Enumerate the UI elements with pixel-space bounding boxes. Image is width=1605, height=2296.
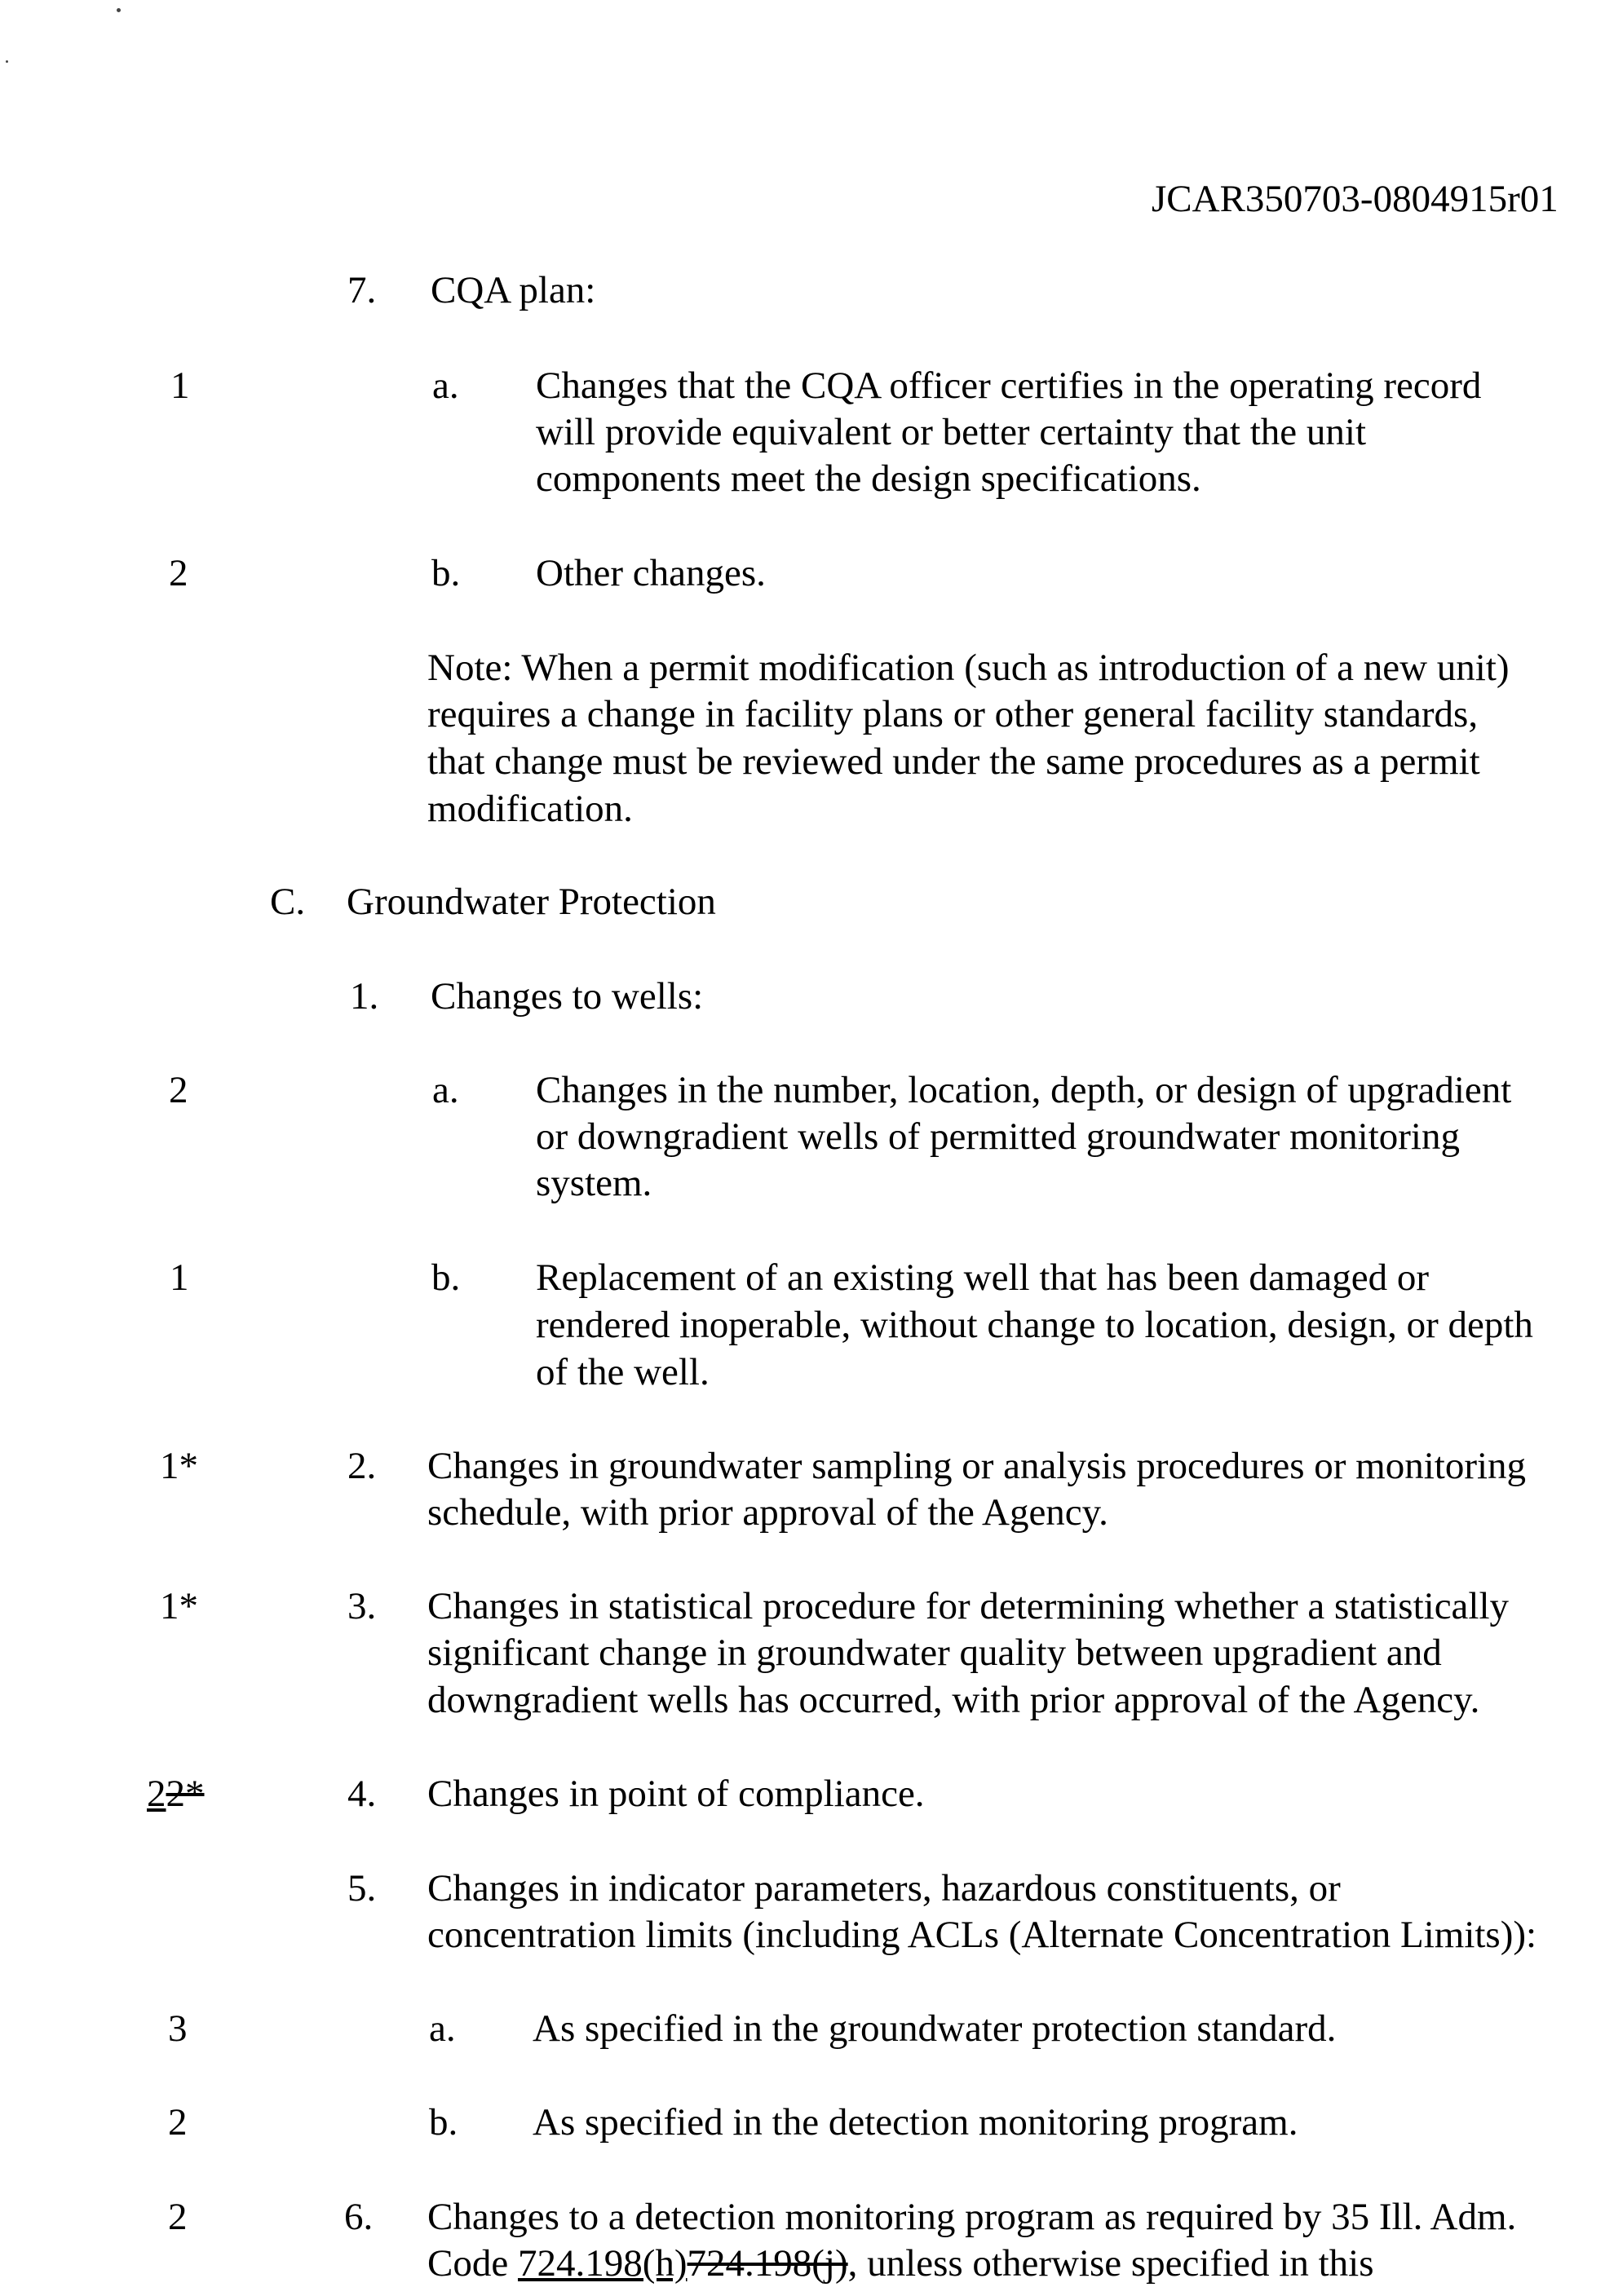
item-number: 3. [347, 1585, 377, 1627]
section-title: Groundwater Protection [347, 881, 716, 923]
item-text-line: Changes in groundwater sampling or analysis procedures or monitoring [427, 1445, 1527, 1487]
deleted-text: 724.198(j) [687, 2242, 848, 2285]
scan-speck [6, 60, 8, 63]
item-text: Changes to wells: [431, 975, 704, 1018]
item-number: 4. [347, 1773, 377, 1815]
item-text-line: significant change in groundwater quality between upgradient and [427, 1631, 1442, 1674]
item-text-line: will provide equivalent or better certainty that the unit [536, 411, 1367, 453]
item-text: Changes in point of compliance. [427, 1773, 925, 1815]
note-line: modification. [427, 788, 633, 830]
item-number: 5. [347, 1867, 377, 1910]
item-number: 1. [350, 975, 379, 1018]
class-level: 3 [168, 2007, 188, 2050]
text-prefix: Code [427, 2242, 518, 2285]
item-text: Other changes. [536, 552, 766, 594]
item-text-line: components meet the design specifications. [536, 457, 1201, 500]
class-level: 1* [160, 1585, 198, 1627]
class-level: 1 [170, 1256, 189, 1299]
item-text-line: Changes in statistical procedure for determining whether a statistically [427, 1585, 1510, 1627]
item-text-line: Changes to a detection monitoring program as required by 35 Ill. Adm. [427, 2196, 1517, 2238]
item-text-line: Changes in indicator parameters, hazardous constituents, or [427, 1867, 1341, 1910]
class-level: 2 [168, 2101, 188, 2144]
inserted-text: 724.198(h) [517, 2242, 688, 2285]
section-letter: C. [270, 881, 306, 923]
item-text-line: Changes in the number, location, depth, or design of upgradient [536, 1069, 1512, 1111]
item-number: 6. [344, 2196, 374, 2238]
item-text-line: Changes that the CQA officer certifies in the operating record [536, 364, 1482, 407]
note-line: requires a change in facility plans or other general facility standards, [427, 693, 1479, 735]
item-letter: b. [431, 1256, 461, 1299]
scan-speck [117, 8, 121, 12]
class-level: 1 [170, 364, 190, 407]
item-letter: b. [431, 552, 461, 594]
item-text-line: or downgradient wells of permitted groundwater monitoring [536, 1115, 1460, 1158]
class-level: 2 [168, 2196, 188, 2238]
class-level: 2 [169, 1069, 188, 1111]
item-letter: a. [432, 364, 459, 407]
class-level-revised [147, 1770, 205, 1817]
item-text-line: downgradient wells has occurred, with prior approval of the Agency. [427, 1679, 1480, 1721]
item-text: As specified in the groundwater protection standard. [533, 2007, 1337, 2050]
item-text-line: schedule, with prior approval of the Agency. [427, 1491, 1108, 1534]
document-id: JCAR350703-0804915r01 [1152, 178, 1559, 220]
item-text-line: concentration limits (including ACLs (Alternate Concentration Limits)): [427, 1914, 1537, 1956]
item-number: 2. [347, 1445, 377, 1487]
deleted-text: 2* [166, 1773, 205, 1815]
item-text-line: Replacement of an existing well that has been damaged or [536, 1256, 1429, 1299]
class-level: 2 [169, 552, 188, 594]
item-text: As specified in the detection monitoring program. [533, 2101, 1298, 2144]
item-text-line: system. [536, 1162, 652, 1204]
class-level: 1* [160, 1445, 198, 1487]
inserted-text: 2 [147, 1773, 166, 1815]
item-number: 7. [347, 269, 377, 311]
item-letter: b. [429, 2101, 458, 2144]
item-text-line: of the well. [536, 1351, 710, 1393]
item-text-line-revised [427, 2240, 1373, 2287]
text-suffix: , unless otherwise specified in this [847, 2242, 1374, 2285]
item-letter: a. [432, 1069, 459, 1111]
note-line: that change must be reviewed under the same procedures as a permit [427, 740, 1480, 783]
item-text: CQA plan: [431, 269, 596, 311]
item-letter: a. [429, 2007, 456, 2050]
item-text-line: rendered inoperable, without change to location, design, or depth [536, 1304, 1533, 1346]
note-line: Note: When a permit modification (such as introduction of a new unit) [427, 647, 1510, 689]
